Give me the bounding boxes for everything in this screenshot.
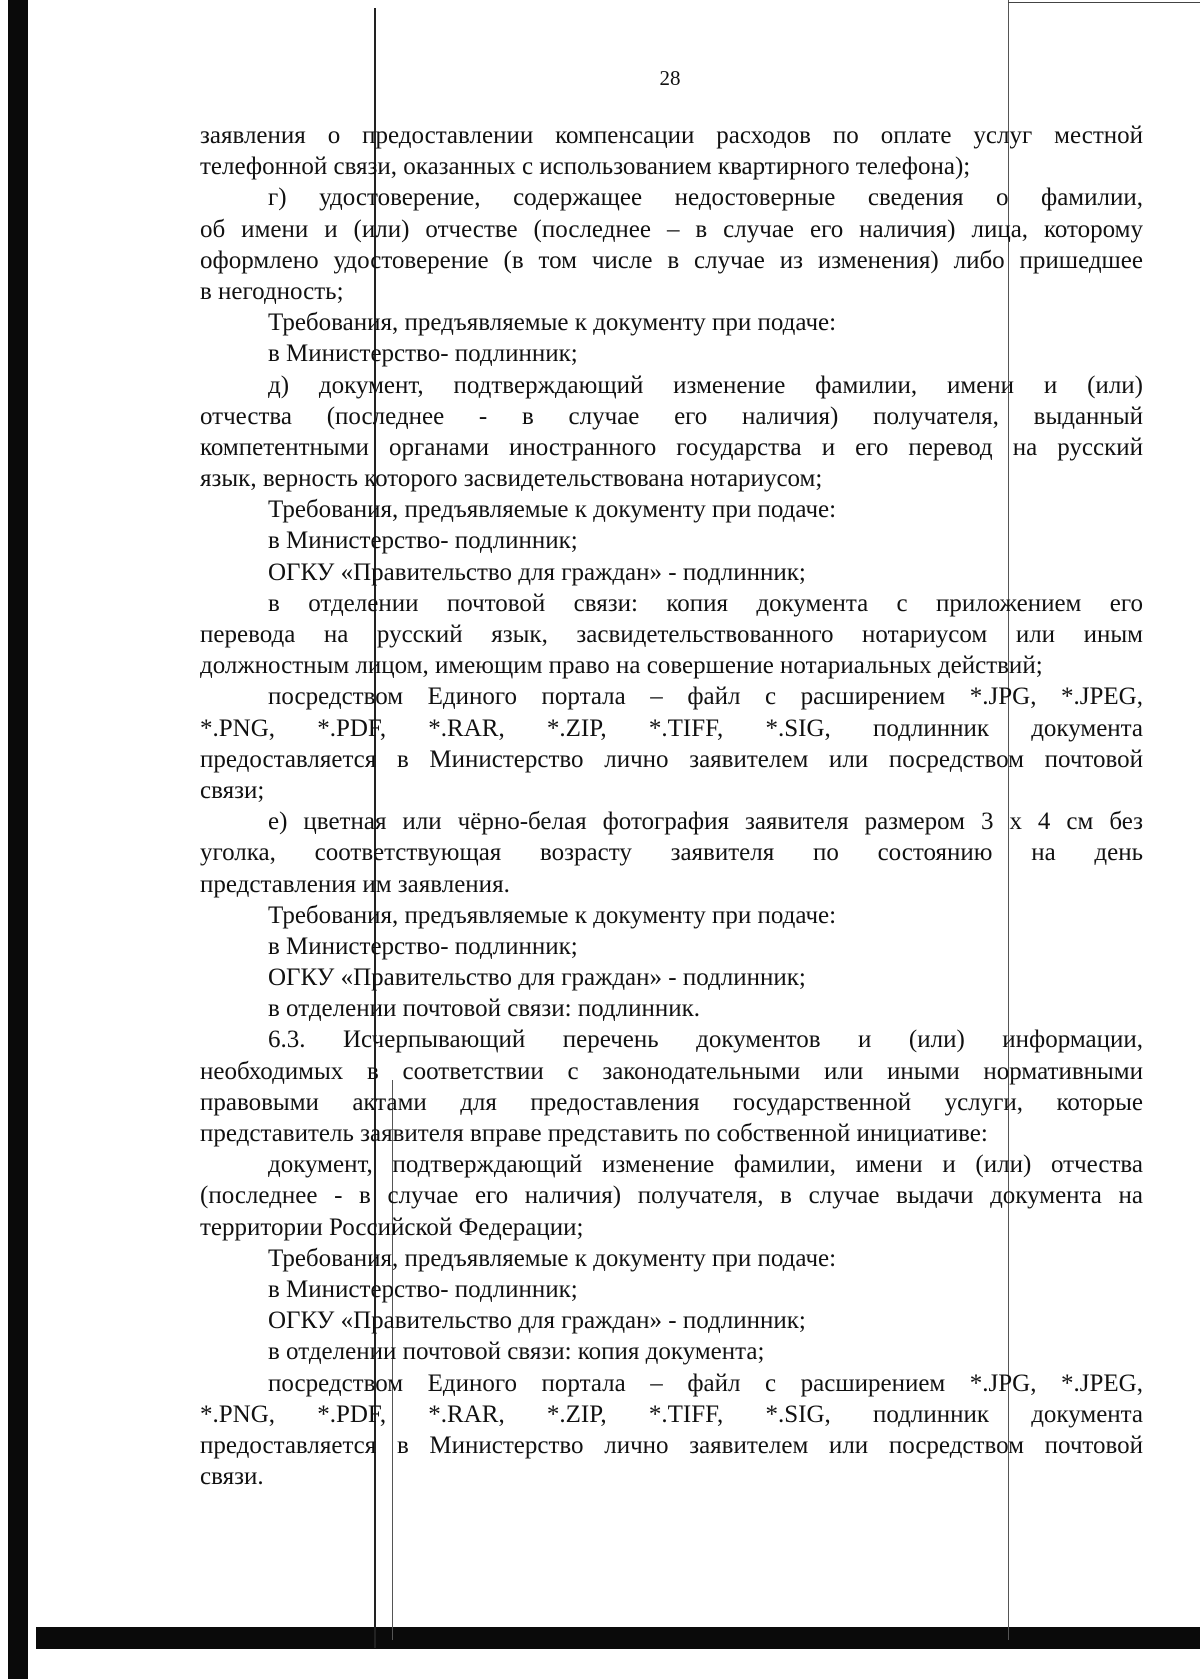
text-line: г) удостоверение, содержащее недостоверные сведения о фамилии, [268,184,1143,212]
text-line: об имени и (или) отчестве (последнее – в случае его наличия) лица, которому [200,215,1143,243]
text-line: посредством Единого портала – файл с расширением *.JPG, *.JPEG, [268,1369,1143,1397]
document-body [200,120,1143,1492]
text-line: *.PNG, *.PDF, *.RAR, *.ZIP, *.TIFF, *.SIG, подлинник документа [200,714,1143,742]
text-line: д) документ, подтверждающий изменение фамилии, имени и (или) [268,371,1143,399]
text-line: ОГКУ «Правительство для граждан» - подлинник; [268,558,806,586]
scan-border-left [8,0,28,1679]
text-line: Требования, предъявляемые к документу при подаче: [268,1244,837,1272]
text-line: в отделении почтовой связи: подлинник. [268,995,701,1023]
text-line: документ, подтверждающий изменение фамилии, имени и (или) отчества [268,1151,1143,1179]
text-line: связи; [200,776,265,804]
text-line: в Министерство- подлинник; [268,1275,578,1303]
text-line: в Министерство- подлинник; [268,340,578,368]
text-line: в отделении почтовой связи: копия документа с приложением его [268,589,1143,617]
text-line: ОГКУ «Правительство для граждан» - подлинник; [268,1307,806,1335]
text-line: телефонной связи, оказанных с использованием квартирного телефона); [200,153,971,181]
text-line: Требования, предъявляемые к документу при подаче: [268,309,837,337]
text-line: правовыми актами для предоставления государственной услуги, которые [200,1088,1143,1116]
text-line: оформлено удостоверение (в том числе в случае из изменения) либо пришедшее [200,246,1143,274]
text-line: *.PNG, *.PDF, *.RAR, *.ZIP, *.TIFF, *.SIG, подлинник документа [200,1400,1143,1428]
text-line: посредством Единого портала – файл с расширением *.JPG, *.JPEG, [268,683,1143,711]
text-line: Требования, предъявляемые к документу при подаче: [268,901,837,929]
text-line: представитель заявителя вправе представить по собственной инициативе: [200,1120,988,1147]
text-line: предоставляется в Министерство лично заявителем или посредством почтовой [200,1431,1143,1459]
text-line: в отделении почтовой связи: копия документа; [268,1338,765,1366]
scan-border-bottom [36,1627,1200,1649]
text-line: в Министерство- подлинник; [268,932,578,960]
text-line: 6.3. Исчерпывающий перечень документов и (или) информации, [268,1026,1143,1054]
text-line: территории Российской Федерации; [200,1213,584,1241]
text-line: должностным лицом, имеющим право на совершение нотариальных действий; [200,652,1043,680]
text-line: заявления о предоставлении компенсации расходов по оплате услуг местной [200,122,1143,149]
page-number: 28 [659,66,681,90]
text-line: Требования, предъявляемые к документу при подаче: [268,496,837,524]
scan-edge-line [1008,2,1200,3]
text-line: отчества (последнее - в случае его наличия) получателя, выданный [200,402,1143,430]
text-line: перевода на русский язык, засвидетельствованного нотариусом или иным [200,621,1143,648]
text-line: уголка, соответствующая возрасту заявителя по состоянию на день [200,839,1143,867]
text-line: язык, верность которого засвидетельствована нотариусом; [200,465,823,493]
text-line: представления им заявления. [200,870,510,898]
text-line: компетентными органами иностранного государства и его перевод на русский [200,433,1143,461]
text-line: ОГКУ «Правительство для граждан» - подлинник; [268,964,806,992]
text-line: е) цветная или чёрно-белая фотография заявителя размером 3 х 4 см без [268,808,1143,836]
text-line: в Министерство- подлинник; [268,527,578,555]
text-line: в негодность; [200,277,344,305]
text-line: связи. [200,1463,264,1491]
text-line: (последнее - в случае его наличия) получателя, в случае выдачи документа на [200,1182,1143,1210]
text-line: предоставляется в Министерство лично заявителем или посредством почтовой [200,745,1143,773]
text-line: необходимых в соответствии с законодательными или иными нормативными [200,1057,1143,1085]
